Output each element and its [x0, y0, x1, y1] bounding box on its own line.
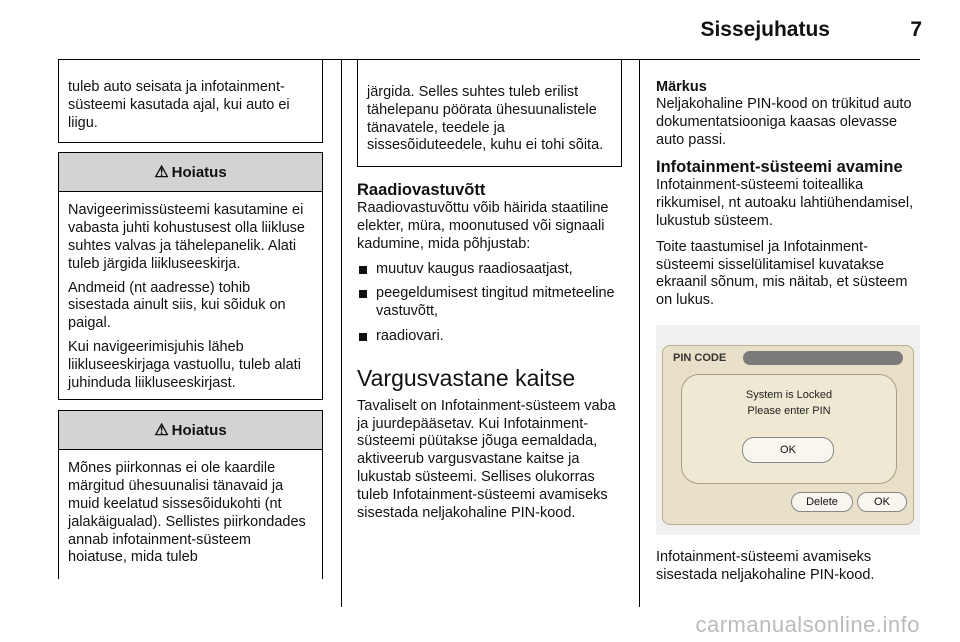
continued-box: [58, 60, 323, 143]
warning-label: Hoiatus: [171, 421, 227, 439]
warning-icon: ⚠: [154, 164, 169, 182]
warning-paragraph: Andmeid (nt aadresse) tohib sisestada ainult siis, kui sõiduk on paigal.: [68, 279, 286, 332]
warning-paragraph: Mõnes piirkonnas ei ole kaardile märgitud ühesuunalisi tänavaid ja muid keelatud sissesõidukohti (nt jalakäigualad). Sellistes piirkondades annab infotainment-süsteem hoiatuse, mida tuleb: [68, 460, 306, 566]
warning-paragraph: Navigeerimissüsteemi kasutamine ei vabasta juhti kohustusest olla liikluse suhtes valvas ja tähelepanelik. Alati tuleb järgida liikluseeskirja.: [68, 202, 305, 272]
column-3: [656, 60, 920, 591]
warning-box-2: [58, 410, 323, 579]
section-heading: Infotainment-süsteemi avamine: [656, 158, 903, 177]
enter-pin-message: Please enter PIN: [747, 404, 831, 417]
warning-icon: ⚠: [154, 422, 169, 440]
column-2: [357, 60, 622, 528]
ok-button: OK: [857, 492, 907, 512]
body-text: Toite taastumisel ja Infotainment-süsteemi sisselülitamisel kuvatakse ekraanil sõnum, mis näitab, et süsteem on lukus.: [656, 238, 908, 309]
screen-frame: [662, 345, 914, 525]
bullet-icon: [359, 333, 367, 341]
warning-header: [59, 411, 322, 450]
dialog-ok-button: OK: [742, 437, 834, 463]
pin-code-label: PIN CODE: [673, 351, 727, 364]
locked-dialog: [681, 374, 897, 484]
warning-header: [59, 153, 322, 192]
note-label: Märkus: [656, 79, 707, 95]
radio-section: [357, 181, 622, 346]
theft-section: [357, 364, 622, 523]
watermark: carmanualsonline.info: [695, 612, 920, 637]
page-title: Sissejuhatus: [700, 18, 830, 41]
body-text: Raadiovastuvõttu võib häirida staatiline elekter, müra, moonutused või signaali kadumine, mida põhjustab:: [357, 200, 609, 252]
body-text: Tavaliselt on Infotainment-süsteem vaba ja juurdepääsetav. Kui Infotainment-süsteemi püütakse jõuga eemaldada, aktiveerub vargusvastane kaitse ja lukustab süsteemi. Sellises olukorras tuleb Infotainment-süsteemi avamiseks sisestada neljakohaline PIN-kood.: [357, 397, 616, 521]
bullet-icon: [359, 266, 367, 274]
continued-warning-text: järgida. Selles suhtes tuleb erilist tähelepanu pöörata ühesuunalistele tänavatele, teedele ja sissesõiduteedele, kuhu ei tohi sõita.: [367, 84, 604, 154]
pin-entry-bar: [743, 351, 903, 365]
bullet-icon: [359, 290, 367, 298]
locked-message: System is Locked: [745, 388, 833, 401]
column-1: [58, 60, 323, 579]
list-item: peegeldumisest tingitud mitmeteeline vastuvõtt,: [357, 285, 622, 321]
image-caption: Infotainment-süsteemi avamiseks sisestada neljakohaline PIN-kood.: [656, 548, 875, 583]
chapter-heading: Vargusvastane kaitse: [357, 364, 576, 391]
intro-text: tuleb auto seisata ja infotainment-süsteemi kasutada ajal, kui auto ei liigu.: [68, 79, 290, 131]
delete-button: Delete: [791, 492, 853, 512]
continued-warning-box: [357, 60, 622, 167]
list-item: raadiovari.: [357, 328, 622, 346]
warning-box-1: [58, 152, 323, 400]
note-text: Neljakohaline PIN-kood on trükitud auto dokumentatsiooniga kaasas olevasse auto passi.: [656, 96, 912, 148]
column-divider-2: [639, 60, 640, 607]
list-item: muutuv kaugus raadiosaatjast,: [357, 261, 622, 279]
warning-paragraph: Kui navigeerimisjuhis läheb liikluseeskirjaga vastuollu, tuleb alati juhinduda liikluseeskirjast.: [68, 338, 301, 391]
note: [656, 79, 920, 149]
column-divider-1: [341, 60, 342, 607]
body-text: Infotainment-süsteemi toiteallika rikkumisel, nt autoaku lahtiühendamisel, lukustub süsteem.: [656, 177, 914, 229]
pin-code-screen-image: [656, 325, 920, 535]
page-number: 7: [910, 18, 922, 41]
section-heading: Raadiovastuvõtt: [357, 181, 486, 200]
open-section: [656, 158, 920, 310]
warning-label: Hoiatus: [171, 163, 227, 181]
